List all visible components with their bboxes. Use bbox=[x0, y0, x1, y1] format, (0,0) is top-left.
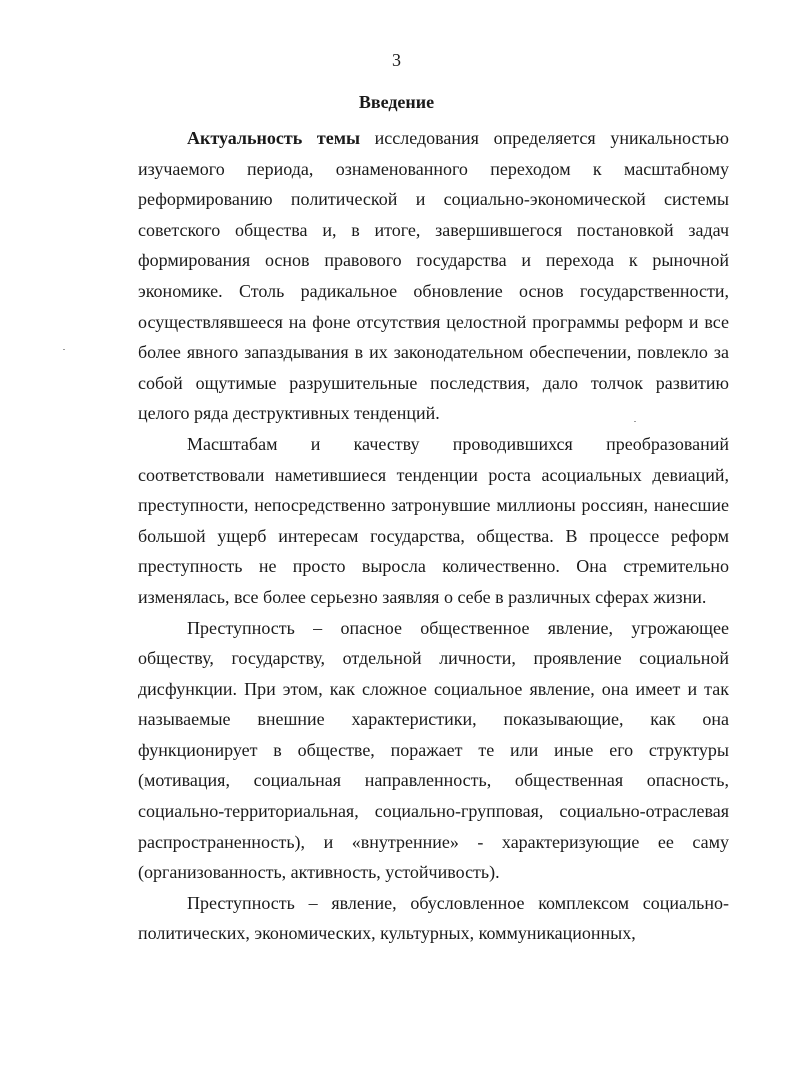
paragraph-text: Масштабам и качеству проводившихся преобразований соответствовали наметившиеся тенденции роста асоциальных девиаций, преступности, непосредственно затронувшие миллионы россиян, нанесшие большой ущерб интересам государства, общества. В процессе реформ преступность не просто выросла количественно. Она стремительно изменялась, все более серьезно заявляя о себе в различных сферах жизни. bbox=[138, 433, 729, 607]
paragraph-text: исследования определяется уникальностью изучаемого периода, ознаменованного переходом к масштабному реформированию политической и социально-экономической системы советского общества и, в итоге, завершившегося постановкой задач формирования основ правового государства и перехода к рыночной экономике. Столь радикальное обновление основ государственности, осуществлявшееся на фоне отсутствия целостной программы реформ и все более явного запаздывания в их законодательном обеспечении, повлекло за собой ощутимые разрушительные последствия, дало толчок развитию целого ряда деструктивных тенденций. bbox=[138, 128, 729, 424]
page-number: 3 bbox=[392, 50, 401, 70]
body-text bbox=[138, 123, 729, 949]
scan-speck bbox=[634, 421, 636, 422]
paragraph-text: Преступность – явление, обусловленное комплексом социально-политических, экономических, культурных, коммуникационных, bbox=[138, 892, 729, 944]
paragraph-crime-definition bbox=[138, 613, 729, 888]
section-heading: Введение bbox=[358, 92, 435, 112]
paragraph-relevance bbox=[138, 123, 729, 429]
paragraph-text: Преступность – опасное общественное явление, угрожающее обществу, государству, отдельной личности, проявление социальной дисфункции. При этом, как сложное социальное явление, она имеет и так называемые внешние характеристики, показывающие, как она функционирует в обществе, поражает те или иные его структуры (мотивация, социальная направленность, общественная опасность, социально-территориальная, социально-групповая, социально-отраслевая распространенность), и «внутренние» - характеризующие ее саму (организованность, активность, устойчивость). bbox=[138, 617, 729, 883]
paragraph-crime-causes bbox=[138, 888, 729, 949]
paragraph-lead-bold: Актуальность темы bbox=[187, 128, 361, 148]
scan-speck bbox=[63, 349, 65, 350]
paragraph-scale bbox=[138, 429, 729, 613]
